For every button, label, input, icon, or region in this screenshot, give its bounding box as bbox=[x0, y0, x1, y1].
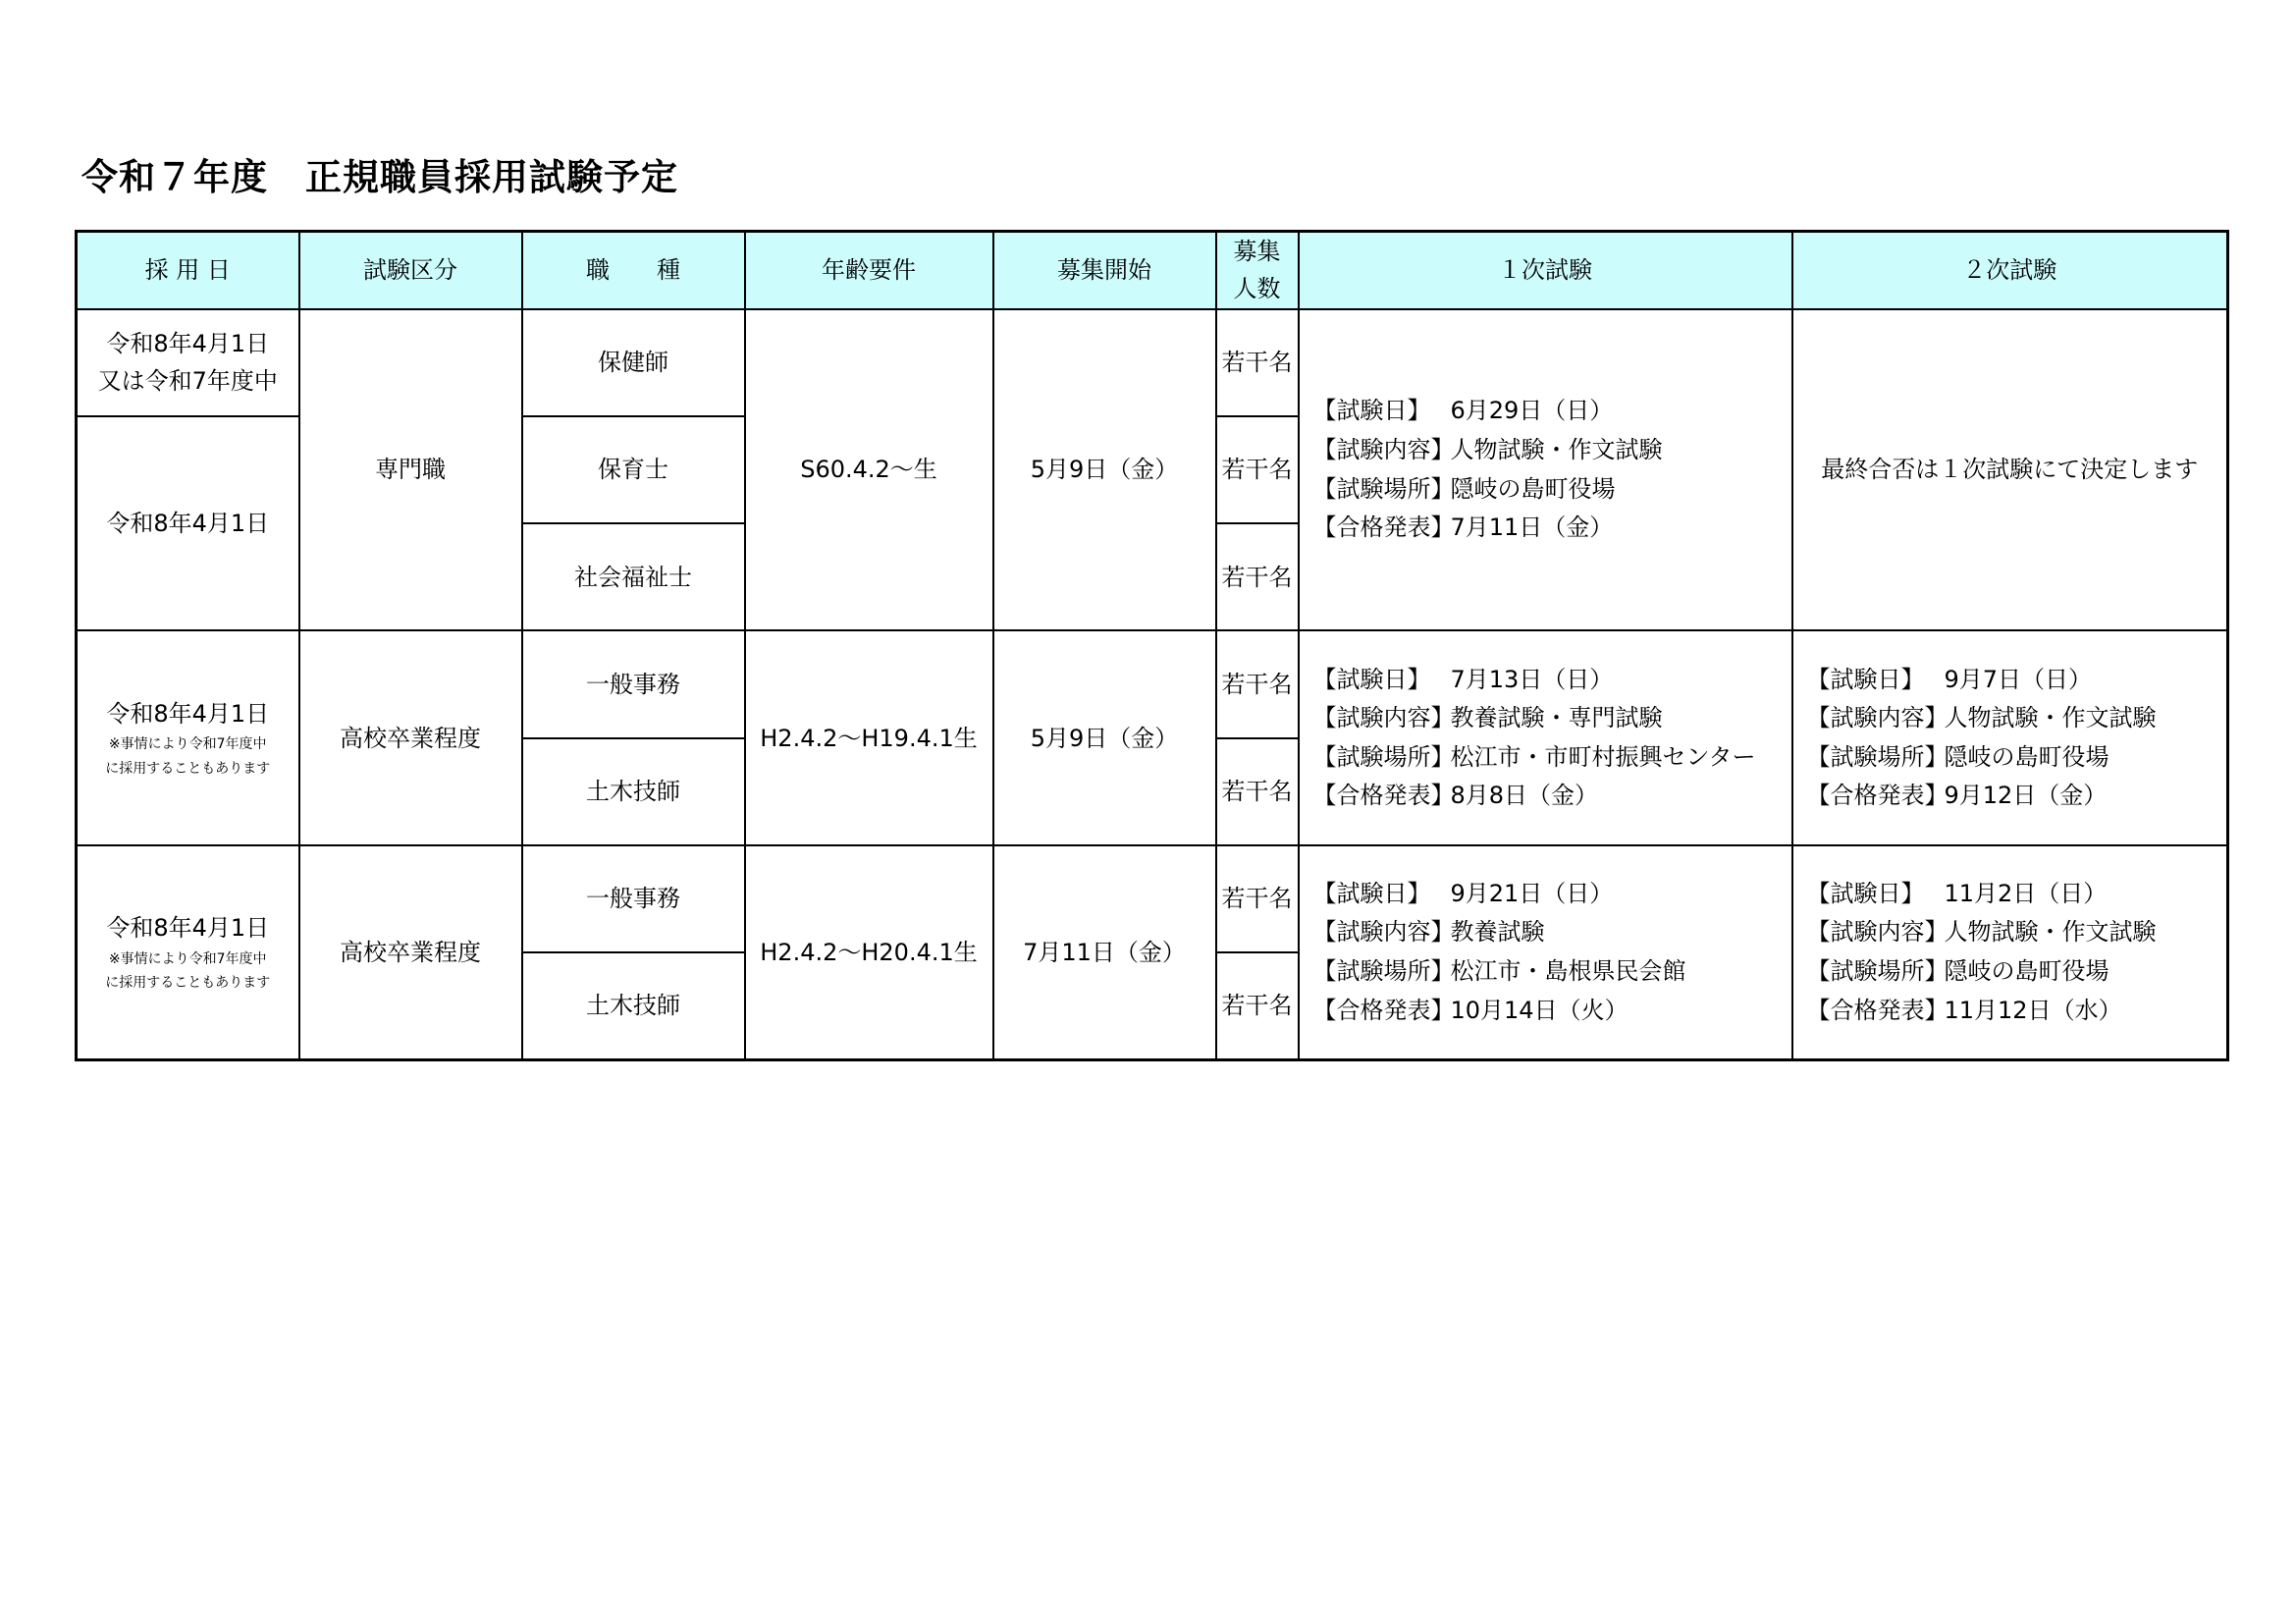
exam2-content-label: 【試験内容】 bbox=[1806, 918, 1949, 947]
header-row bbox=[77, 232, 2228, 309]
exam2-place bbox=[1807, 952, 2227, 992]
exam2-cell bbox=[1792, 845, 2228, 1060]
job-type-cell: 土木技師 bbox=[522, 738, 745, 845]
exam2-content bbox=[1807, 913, 2227, 952]
hire-date-cell: 令和8年4月1日 bbox=[77, 416, 299, 630]
count-cell: 若干名 bbox=[1216, 738, 1299, 845]
exam1-date-value: 9月21日（日） bbox=[1450, 879, 1614, 907]
exam1-result bbox=[1313, 509, 1791, 548]
exam2-date-label: 【試験日】 bbox=[1806, 879, 1925, 907]
hire-date: 令和8年4月1日 bbox=[106, 700, 270, 729]
exam2-content-value: 人物試験・作文試験 bbox=[1944, 704, 2157, 732]
exam1-date-label: 【試験日】 bbox=[1312, 879, 1431, 907]
note-line1: ※事情により令和7年度中 bbox=[108, 950, 267, 967]
hire-date-cell bbox=[77, 845, 299, 1060]
count-cell: 若干名 bbox=[1216, 309, 1299, 416]
exam2-place bbox=[1807, 738, 2227, 778]
exam2-date-value: 9月7日（日） bbox=[1944, 665, 2093, 693]
count-cell: 若干名 bbox=[1216, 845, 1299, 952]
exam1-result-label: 【合格発表】 bbox=[1312, 996, 1455, 1024]
header-count bbox=[1216, 232, 1299, 309]
table-row bbox=[77, 630, 2228, 737]
header-exam1: １次試験 bbox=[1299, 232, 1792, 309]
note-line1: ※事情により令和7年度中 bbox=[108, 736, 267, 753]
exam1-content-value: 教養試験 bbox=[1450, 918, 1545, 947]
job-type-cell: 土木技師 bbox=[522, 952, 745, 1059]
exam1-date bbox=[1313, 392, 1791, 431]
exam1-date bbox=[1313, 661, 1791, 700]
exam1-content-value: 人物試験・作文試験 bbox=[1450, 436, 1663, 464]
exam1-place-label: 【試験場所】 bbox=[1312, 956, 1455, 985]
exam1-content bbox=[1313, 699, 1791, 738]
exam1-place-label: 【試験場所】 bbox=[1312, 742, 1455, 771]
start-cell: 5月9日（金） bbox=[993, 309, 1216, 631]
hire-date-cell bbox=[77, 309, 299, 416]
exam2-date bbox=[1807, 875, 2227, 914]
exam1-content bbox=[1313, 431, 1791, 470]
exam1-place bbox=[1313, 738, 1791, 778]
age-cell: S60.4.2～生 bbox=[745, 309, 993, 631]
start-cell: 5月9日（金） bbox=[993, 630, 1216, 844]
exam1-cell bbox=[1299, 845, 1792, 1060]
age-cell: H2.4.2～H20.4.1生 bbox=[745, 845, 993, 1060]
header-start: 募集開始 bbox=[993, 232, 1216, 309]
exam2-date-label: 【試験日】 bbox=[1806, 665, 1925, 693]
job-type-cell: 一般事務 bbox=[522, 845, 745, 952]
exam2-cell bbox=[1792, 630, 2228, 844]
exam1-result-label: 【合格発表】 bbox=[1312, 782, 1455, 810]
exam2-result-value: 11月12日（水） bbox=[1944, 996, 2122, 1024]
header-hire-date: 採 用 日 bbox=[77, 232, 299, 309]
count-cell: 若干名 bbox=[1216, 952, 1299, 1059]
exam2-date-value: 11月2日（日） bbox=[1944, 879, 2108, 907]
page-title: 令和７年度 正規職員採用試験予定 bbox=[81, 156, 678, 198]
hire-date-note bbox=[78, 947, 298, 996]
note-line2: に採用することもあります bbox=[105, 975, 271, 992]
exam1-place-value: 松江市・島根県民会館 bbox=[1450, 956, 1686, 985]
exam1-date bbox=[1313, 875, 1791, 914]
exam2-result-label: 【合格発表】 bbox=[1806, 782, 1949, 810]
count-cell: 若干名 bbox=[1216, 416, 1299, 523]
exam2-result-label: 【合格発表】 bbox=[1806, 996, 1949, 1024]
header-count-line2: 人数 bbox=[1233, 275, 1281, 303]
exam2-cell: 最終合否は１次試験にて決定します bbox=[1792, 309, 2228, 631]
exam1-content-label: 【試験内容】 bbox=[1312, 918, 1455, 947]
job-type-cell: 保健師 bbox=[522, 309, 745, 416]
exam1-date-value: 7月13日（日） bbox=[1450, 665, 1614, 693]
header-job-type: 職 種 bbox=[522, 232, 745, 309]
exam1-content-label: 【試験内容】 bbox=[1312, 704, 1455, 732]
exam2-place-label: 【試験場所】 bbox=[1806, 742, 1949, 771]
hire-date: 令和8年4月1日 bbox=[106, 914, 270, 943]
exam1-place-value: 松江市・市町村振興センター bbox=[1450, 742, 1756, 771]
exam1-result bbox=[1313, 777, 1791, 816]
header-category: 試験区分 bbox=[299, 232, 522, 309]
start-cell: 7月11日（金） bbox=[993, 845, 1216, 1060]
count-cell: 若干名 bbox=[1216, 630, 1299, 737]
table-row bbox=[77, 845, 2228, 952]
age-cell: H2.4.2～H19.4.1生 bbox=[745, 630, 993, 844]
category-cell: 専門職 bbox=[299, 309, 522, 631]
exam1-date-label: 【試験日】 bbox=[1312, 397, 1431, 425]
hire-date-line1: 令和8年4月1日 bbox=[106, 330, 270, 357]
job-type-cell: 一般事務 bbox=[522, 630, 745, 737]
job-type-cell: 保育士 bbox=[522, 416, 745, 523]
exam1-result-value: 8月8日（金） bbox=[1450, 782, 1599, 810]
exam2-content-value: 人物試験・作文試験 bbox=[1944, 918, 2157, 947]
header-exam2: ２次試験 bbox=[1792, 232, 2228, 309]
exam2-result bbox=[1807, 777, 2227, 816]
exam2-content-label: 【試験内容】 bbox=[1806, 704, 1949, 732]
exam1-result-value: 7月11日（金） bbox=[1450, 514, 1614, 542]
hire-date-line2: 又は令和7年度中 bbox=[97, 367, 278, 396]
job-type-cell: 社会福祉士 bbox=[522, 523, 745, 630]
count-cell: 若干名 bbox=[1216, 523, 1299, 630]
exam1-place-value: 隠岐の島町役場 bbox=[1450, 474, 1616, 503]
hire-date-note bbox=[78, 732, 298, 781]
exam1-result-value: 10月14日（火） bbox=[1450, 996, 1629, 1024]
exam1-content-label: 【試験内容】 bbox=[1312, 436, 1455, 464]
exam1-content-value: 教養試験・専門試験 bbox=[1450, 704, 1663, 732]
exam2-result-value: 9月12日（金） bbox=[1944, 782, 2108, 810]
exam1-result-label: 【合格発表】 bbox=[1312, 514, 1455, 542]
exam1-place bbox=[1313, 470, 1791, 510]
exam1-date-label: 【試験日】 bbox=[1312, 665, 1431, 693]
exam1-content bbox=[1313, 913, 1791, 952]
exam2-date bbox=[1807, 661, 2227, 700]
exam2-place-value: 隠岐の島町役場 bbox=[1944, 956, 2109, 985]
exam-schedule-table bbox=[75, 230, 2229, 1061]
exam1-result bbox=[1313, 992, 1791, 1031]
exam1-date-value: 6月29日（日） bbox=[1450, 397, 1614, 425]
header-age: 年齢要件 bbox=[745, 232, 993, 309]
exam1-place-label: 【試験場所】 bbox=[1312, 474, 1455, 503]
exam2-result bbox=[1807, 992, 2227, 1031]
exam2-content bbox=[1807, 699, 2227, 738]
header-count-line1: 募集 bbox=[1233, 238, 1281, 265]
category-cell: 高校卒業程度 bbox=[299, 630, 522, 844]
note-line2: に採用することもあります bbox=[105, 760, 271, 777]
exam1-place bbox=[1313, 952, 1791, 992]
hire-date-cell bbox=[77, 630, 299, 844]
exam1-cell bbox=[1299, 630, 1792, 844]
exam2-place-value: 隠岐の島町役場 bbox=[1944, 742, 2109, 771]
table-row bbox=[77, 309, 2228, 416]
category-cell: 高校卒業程度 bbox=[299, 845, 522, 1060]
exam1-cell bbox=[1299, 309, 1792, 631]
exam2-place-label: 【試験場所】 bbox=[1806, 956, 1949, 985]
